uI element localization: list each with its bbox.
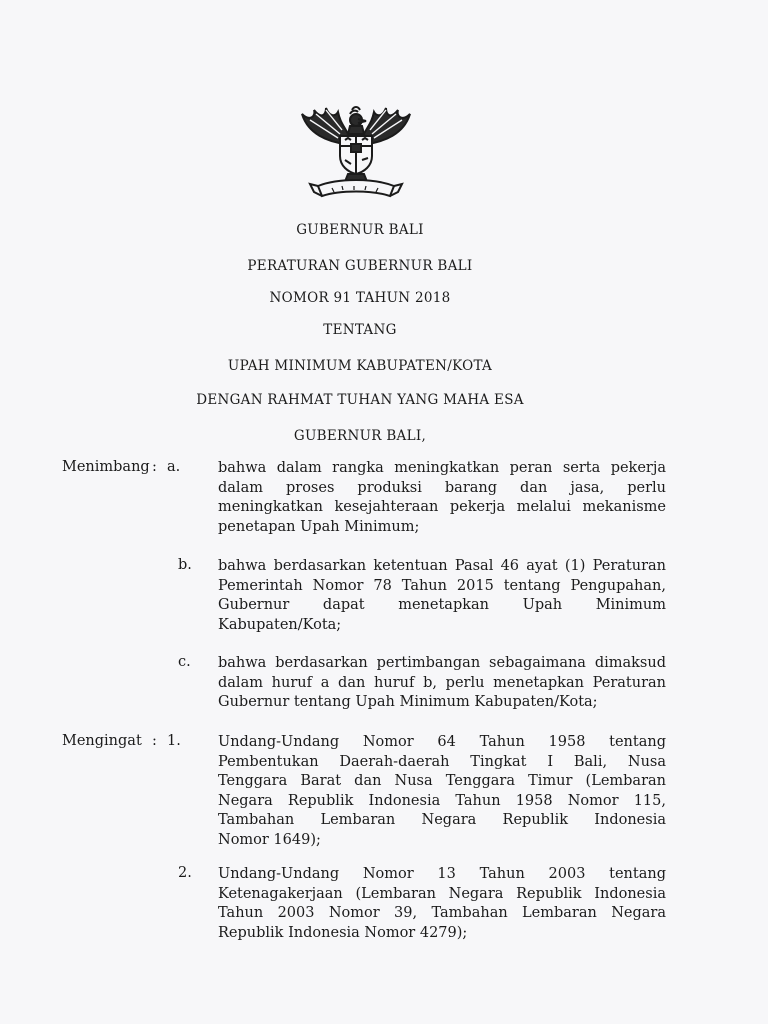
item-mark: c. [178,654,191,670]
text-line: Gubernur dapat menetapkan Upah Minimum [218,597,666,613]
item-mark: 2. [178,865,192,881]
text-line: Tambahan Lembaran Negara Republik Indonesia [218,812,666,828]
menimbang-item-a [218,459,666,537]
mengingat-label: Mengingat [62,733,142,749]
item-mark: b. [178,557,192,573]
text-line: Negara Republik Indonesia Tahun 1958 Nomor 115, [218,792,666,809]
text-line: Gubernur tentang Upah Minimum Kabupaten/Kota; [218,694,598,710]
regulation-subject: UPAH MINIMUM KABUPATEN/KOTA [227,358,493,374]
menimbang-item-b [218,557,666,635]
text-line: Pembentukan Daerah-daerah Tingkat I Bali, Nusa [218,753,666,770]
text-line: dalam proses produksi barang dan jasa, perlu [218,479,666,496]
authority-title: GUBERNUR BALI [296,222,424,238]
regulation-number: NOMOR 91 TAHUN 2018 [269,290,451,306]
menimbang-colon: : [152,459,157,475]
text-line: meningkatkan kesejahteraan pekerja melalui mekanisme [218,499,666,515]
issuer-line: GUBERNUR BALI, [293,428,427,444]
text-line: Undang-Undang Nomor 13 Tahun 2003 tentang [218,866,666,882]
text-line: bahwa dalam rangka meningkatkan peran serta pekerja [218,460,666,476]
item-mark: a. [167,459,181,475]
invocation-line: DENGAN RAHMAT TUHAN YANG MAHA ESA [196,392,524,408]
item-mark: 1. [167,733,181,749]
text-line: Tenggara Barat dan Nusa Tenggara Timur (Lembaran [218,773,666,789]
text-line: dalam huruf a dan huruf b, perlu menetapkan Peraturan [218,674,666,691]
mengingat-item-2 [218,865,666,943]
text-line: bahwa berdasarkan pertimbangan sebagaimana dimaksud [218,655,666,671]
regulation-type: PERATURAN GUBERNUR BALI [247,258,473,274]
text-line: Nomor 1649); [218,831,321,848]
text-line: Undang-Undang Nomor 64 Tahun 1958 tentang [218,734,666,750]
mengingat-colon: : [152,733,157,749]
text-line: bahwa berdasarkan ketentuan Pasal 46 ayat (1) Peraturan [218,558,666,574]
about-label: TENTANG [323,322,397,338]
menimbang-label: Menimbang [62,459,150,475]
text-line: Ketenagakerjaan (Lembaran Negara Republik Indonesia [218,885,666,902]
menimbang-item-c [218,654,666,713]
text-line: Pemerintah Nomor 78 Tahun 2015 tentang Pengupahan, [218,577,666,594]
text-line: Republik Indonesia Nomor 4279); [218,924,468,941]
text-line: penetapan Upah Minimum; [218,518,420,535]
text-line: Tahun 2003 Nomor 39, Tambahan Lembaran Negara [218,905,666,921]
garuda-pancasila-emblem-icon [298,104,414,202]
mengingat-item-1 [218,733,666,850]
text-line: Kabupaten/Kota; [218,616,342,633]
